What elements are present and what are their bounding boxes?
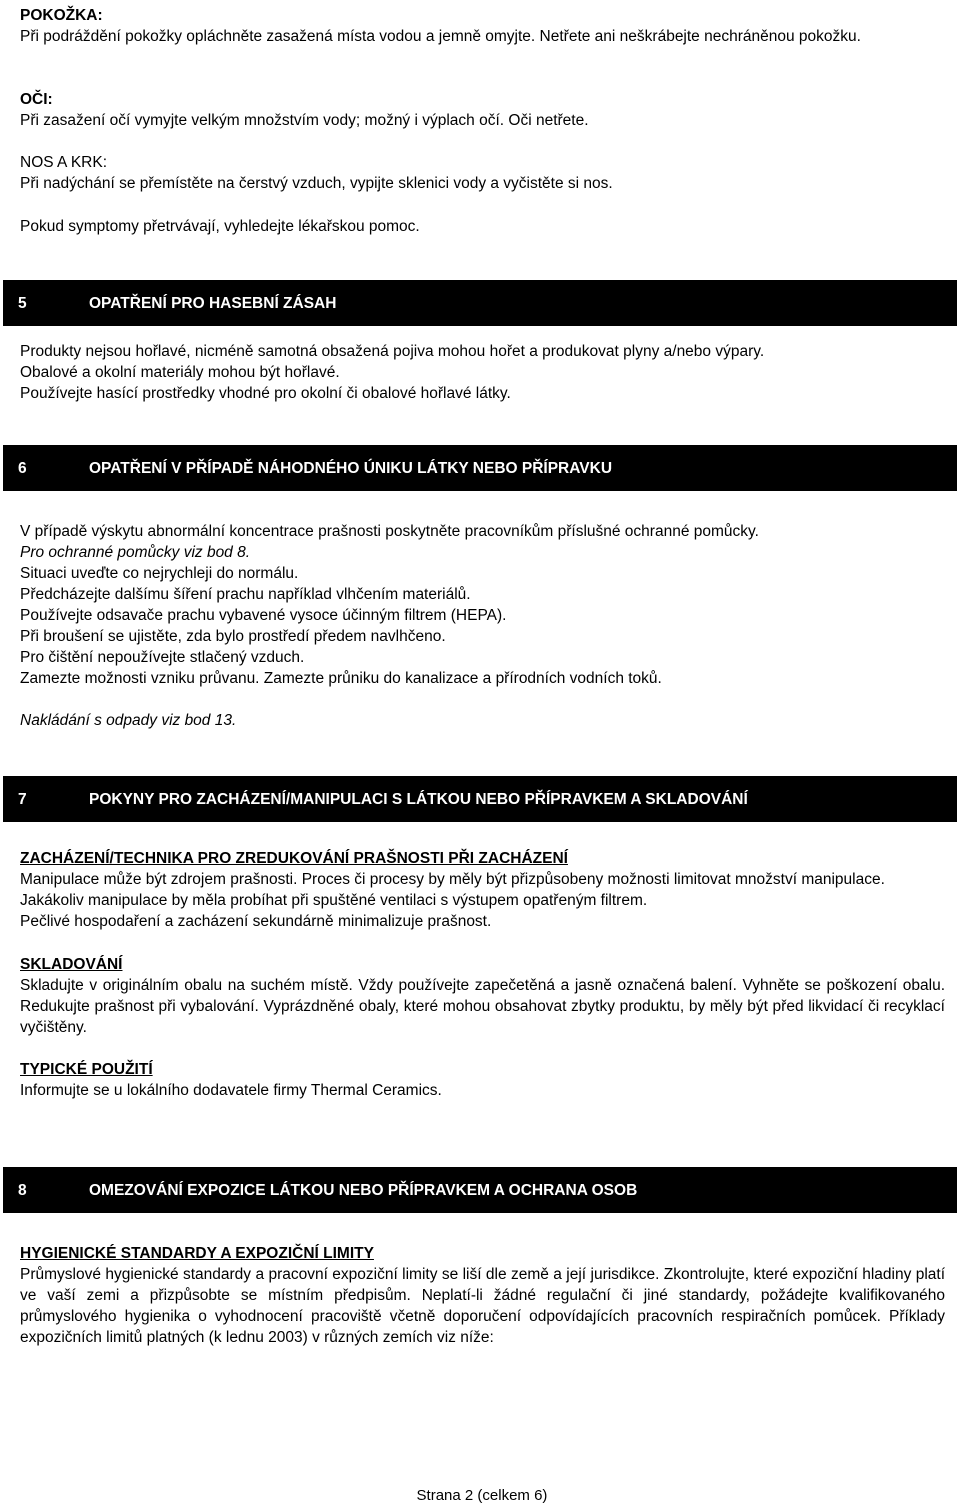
eyes-text: Při zasažení očí vymyjte velkým množstvím vody; možný i výplach očí. Oči netřete.	[20, 112, 589, 129]
section-5-header	[3, 280, 957, 326]
section-7-number: 7	[18, 790, 27, 808]
handling-heading: ZACHÁZENÍ/TECHNIKA PRO ZREDUKOVÁNÍ PRAŠNOSTI PŘI ZACHÁZENÍ	[20, 850, 568, 867]
section-6-body	[20, 521, 945, 689]
section-6-number: 6	[18, 459, 27, 477]
section-5-line: Produkty nejsou hořlavé, nicméně samotná obsažená pojiva mohou hořet a produkovat plyny a/nebo výpary.	[20, 343, 765, 360]
skin-heading: POKOŽKA:	[20, 7, 103, 24]
section-6-waste-ref	[20, 710, 945, 731]
typical-use-heading: TYPICKÉ POUŽITÍ	[20, 1061, 153, 1078]
symptoms-text: Pokud symptomy přetrvávají, vyhledejte lékařskou pomoc.	[20, 218, 420, 235]
handling-block	[20, 848, 945, 932]
handling-text: Manipulace může být zdrojem prašnosti. Proces či procesy by měly být přizpůsobeny možnosti limitovat množství manipulace. Jakákoliv manipulace by měla probíhat při spuštěné ventilaci s výstupem opatřeným filtrem.	[20, 871, 885, 909]
first-aid-nose	[20, 152, 945, 194]
section-6-line: Používejte odsavače prachu vybavené vysoce účinným filtrem (HEPA).	[20, 607, 507, 624]
nose-text: Při nadýchání se přemístěte na čerstvý vzduch, vypijte sklenici vody a vyčistěte si nos.	[20, 175, 613, 192]
section-5-line: Používejte hasící prostředky vhodné pro okolní či obalové hořlavé látky.	[20, 385, 511, 402]
first-aid-skin	[20, 5, 945, 47]
first-aid-eyes	[20, 89, 945, 131]
storage-text: Skladujte v originálním obalu na suchém místě. Vždy používejte zapečetěná a jasně označená balení. Vyhněte se poškození obalu. Redukujte prašnost při vybalování. Vyprázdněné obaly, které mohou obsahovat zbytky produktu, by měly být před likvidací či recyklací vyčištěny.	[20, 977, 945, 1036]
typical-use-text: Informujte se u lokálního dodavatele firmy Thermal Ceramics.	[20, 1082, 442, 1099]
section-8-header	[3, 1167, 957, 1213]
hygiene-text: Průmyslové hygienické standardy a pracovní expoziční limity se liší dle země a její jurisdikce. Zkontrolujte, které expoziční hladiny platí ve vaší zemi a přizpůsobte se místním předpisům. Neplatí-li žádné regulační či jiné standardy, požádejte kvalifikovaného průmyslového hygienika o vyhodnocení pracoviště včetně doporučení odpovídajících pracovních respiračních pomůcek. Příklady expozičních limitů platných (k lednu 2003) v různých zemích viz níže:	[20, 1266, 945, 1346]
storage-heading: SKLADOVÁNÍ	[20, 956, 123, 973]
section-6-line: Situaci uveďte co nejrychleji do normálu.	[20, 565, 299, 582]
section-6-header	[3, 445, 957, 491]
eyes-heading: OČI:	[20, 91, 53, 108]
storage-block	[20, 954, 945, 1038]
section-6-line: Pro čištění nepoužívejte stlačený vzduch.	[20, 649, 305, 666]
skin-text: Při podráždění pokožky opláchněte zasažená místa vodou a jemně omyjte. Netřete ani neškrábejte nechráněnou pokožku.	[20, 28, 861, 45]
section-5-title: OPATŘENÍ PRO HASEBNÍ ZÁSAH	[89, 294, 337, 312]
section-6-line: Při broušení se ujistěte, zda bylo prostředí předem navlhčeno.	[20, 628, 446, 645]
handling-text-2: Pečlivé hospodaření a zacházení sekundárně minimalizuje prašnost.	[20, 913, 492, 930]
hygiene-heading: HYGIENICKÉ STANDARDY A EXPOZIČNÍ LIMITY	[20, 1245, 374, 1262]
section-5-body	[20, 341, 945, 404]
page-number: Strana 2 (celkem 6)	[416, 1487, 548, 1504]
section-5-number: 5	[18, 294, 27, 312]
hygiene-block	[20, 1243, 945, 1348]
section-8-number: 8	[18, 1181, 27, 1199]
nose-heading: NOS A KRK:	[20, 154, 108, 171]
waste-ref-text: Nakládání s odpady viz bod 13.	[20, 712, 237, 729]
section-6-line: V případě výskytu abnormální koncentrace prašnosti poskytněte pracovníkům příslušné ochranné pomůcky.	[20, 523, 759, 540]
section-6-ppe-ref: Pro ochranné pomůcky viz bod 8.	[20, 544, 251, 561]
section-7-title: POKYNY PRO ZACHÁZENÍ/MANIPULACI S LÁTKOU NEBO PŘÍPRAVKEM A SKLADOVÁNÍ	[89, 790, 748, 808]
section-8-title: OMEZOVÁNÍ EXPOZICE LÁTKOU NEBO PŘÍPRAVKEM A OCHRANA OSOB	[89, 1181, 638, 1199]
symptoms-note	[20, 216, 945, 237]
section-6-title: OPATŘENÍ V PŘÍPADĚ NÁHODNÉHO ÚNIKU LÁTKY NEBO PŘÍPRAVKU	[89, 459, 613, 477]
typical-use-block	[20, 1059, 945, 1101]
section-7-header	[3, 776, 957, 822]
page-footer	[0, 1485, 960, 1506]
section-6-line: Zamezte možnosti vzniku průvanu. Zamezte průniku do kanalizace a přírodních vodních toků.	[20, 670, 662, 687]
section-5-line: Obalové a okolní materiály mohou být hořlavé.	[20, 364, 340, 381]
section-6-line: Předcházejte dalšímu šíření prachu například vlhčením materiálů.	[20, 586, 471, 603]
